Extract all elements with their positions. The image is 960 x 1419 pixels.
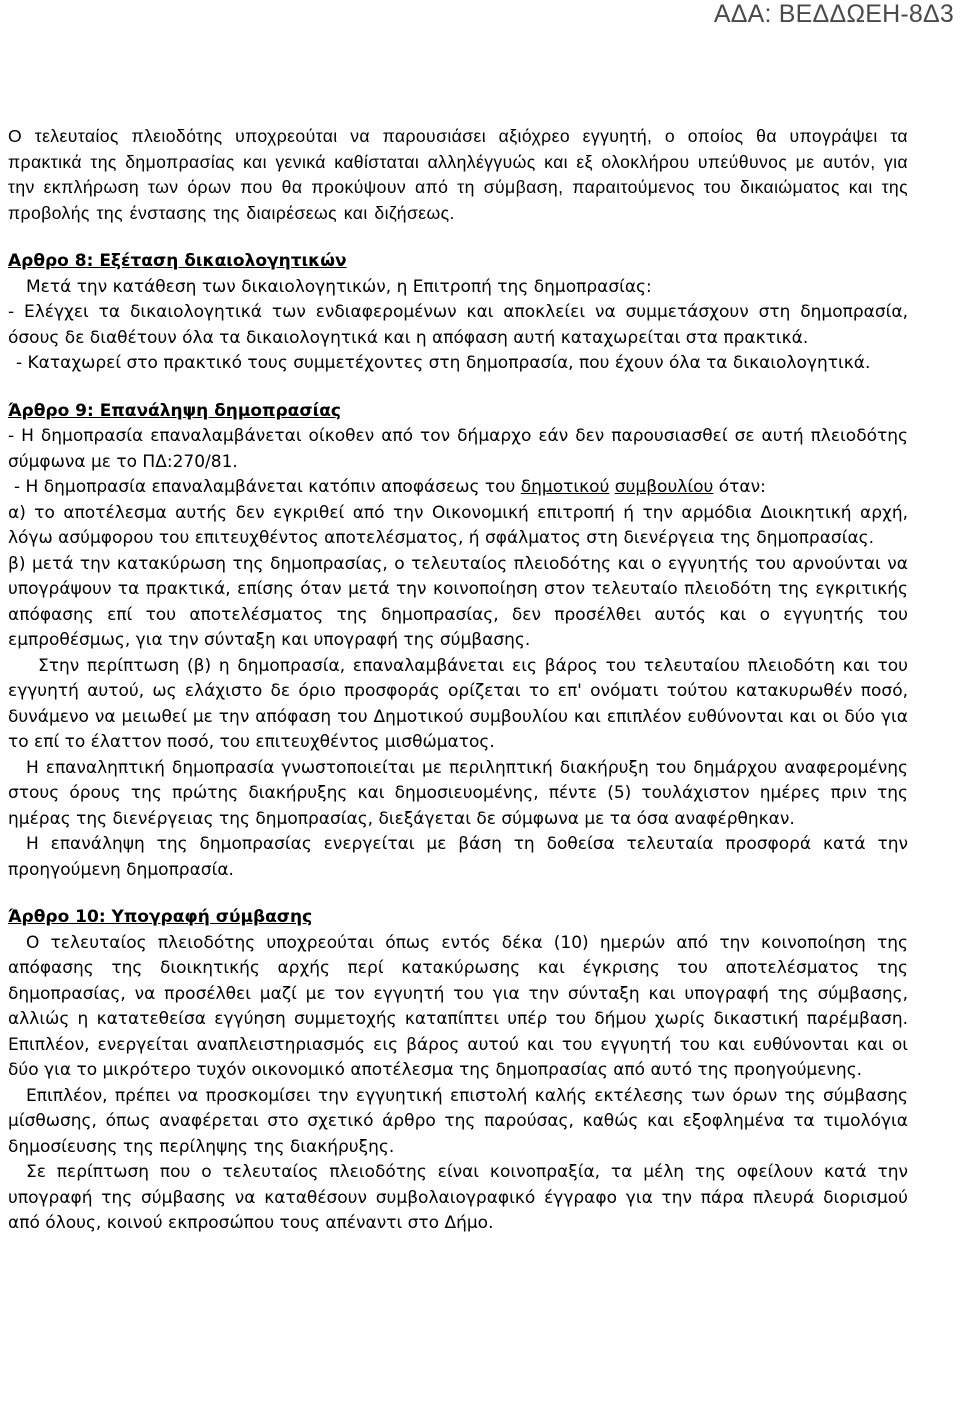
link-symvouliou: συμβουλίου: [614, 477, 714, 497]
article-8: [8, 249, 908, 377]
article-8-heading: Αρθρο 8: Εξέταση δικαιολογητικών: [8, 251, 347, 271]
article-8-item-2: - Καταχωρεί στο πρακτικό τους συμμετέχοντες στη δημοπρασία, που έχουν όλα τα δικαιολογητικά.: [16, 353, 871, 373]
article-9-para-7: Η επανάληψη της δημοπρασίας ενεργείται με βάση τη δοθείσα τελευταία προσφορά κατά την προηγούμενη δημοπρασία.: [8, 834, 908, 880]
article-9-item-a: α) το αποτέλεσμα αυτής δεν εγκριθεί από την Οικονομική επιτροπή ή την αρμόδια Διοικητική αρχή, λόγω ασύμφορου του επιτευχθέντος αποτελέσματος, ή σφάλματος στη διενέργεια της δημοπρασίας.: [8, 502, 908, 548]
article-10-para-3: Σε περίπτωση που ο τελευταίος πλειοδότης είναι κοινοπραξία, τα μέλη της οφείλουν κατά την υπογραφή της σύμβασης να καταθέσουν συμβολαιογραφικό έγγραφο για την πάρα πλευρά διορισμού από όλους, κοινού εκπροσώπου τους απέναντι στο Δήμο.: [8, 1162, 908, 1233]
link-dimotikou: δημοτικού: [520, 477, 610, 497]
article-10-heading: Άρθρο 10: Υπογραφή σύμβασης: [8, 907, 313, 927]
article-8-intro: Μετά την κατάθεση των δικαιολογητικών, η Επιτροπή της δημοπρασίας:: [26, 276, 652, 297]
article-9-para-1: - Η δημοπρασία επαναλαμβάνεται οίκοθεν από τον δήμαρχο εάν δεν παρουσιασθεί σε αυτή πλειοδότης σύμφωνα με το ΠΔ:270/81.: [8, 426, 908, 472]
article-9-para-6: Η επαναληπτική δημοπρασία γνωστοποιείται με περιληπτική διακήρυξη του δημάρχου αναφερομένης στους όρους της πρώτης διακήρυξης και δημοσιευομένης, πέντε (5) τουλάχιστον ημέρες πριν της ημέρας της διενέργειας της δημοπρασίας, διεξάγεται δε σύμφωνα με τα όσα αναφέρθηκαν.: [8, 757, 908, 829]
document-body: [8, 124, 908, 1237]
article-10-para-1: Ο τελευταίος πλειοδότης υποχρεούται όπως εντός δέκα (10) ημερών από την κοινοποίηση της απόφασης της διοικητικής αρχής περί κατακύρωσης και έγκρισης του αποτελέσματος της δημοπρασίας, να προσέλθει μαζί με τον εγγυητή του για την σύνταξη και υπογραφή της σύμβασης, αλλιώς η κατατεθείσα εγγύηση συμμετοχής καταπίπτει υπέρ του δήμου χωρίς δικαστική παρέμβαση. Επιπλέον, ενεργείται αναπλειστηριασμός εις βάρος αυτού και του εγγυητή του και ευθύνονται και οι δύο για το μικρότερο τυχόν οικονομικό αποτέλεσμα της δημοπρασίας από αυτό της προηγούμενης.: [8, 932, 908, 1080]
article-9-para-5: Στην περίπτωση (β) η δημοπρασία, επαναλαμβάνεται εις βάρος του τελευταίου πλειοδότη και του εγγυητή αυτού, ως ελάχιστο δε όριο προσφοράς ορίζεται το επ' ονόματι τούτου κατακυρωθέν ποσό, δυνάμενο να μειωθεί με την απόφαση του Δημοτικού συμβουλίου και επιπλέον ευθύνονται και οι δύο για το επί το έλαττον ποσό, του επιτευχθέντος μισθώματος.: [8, 655, 908, 752]
article-9: [8, 399, 908, 884]
article-9-heading: Άρθρο 9: Επανάληψη δημοπρασίας: [8, 400, 341, 421]
article-9-item-b: β) μετά την κατακύρωση της δημοπρασίας, ο τελευταίος πλειοδότης και ο εγγυητής του αρνούνται να υπογράψουν τα πρακτικά, επίσης όταν μετά την κοινοποίηση στον τελευταίο πλειοδότη της εγκριτικής απόφασης επί του αποτελέσματος της δημοπρασίας, δεν προσέλθει αυτός και ο εγγυητής του εμπροθέσμως, για την σύνταξη και υπογραφή της σύμβασης.: [8, 553, 908, 650]
article-9-para-2-end: όταν:: [713, 477, 766, 497]
article-9-para-2-start: - Η δημοπρασία επαναλαμβάνεται κατόπιν αποφάσεως του: [14, 477, 521, 497]
article-10: [8, 905, 908, 1237]
article-9-para-2: [8, 475, 908, 501]
article-8-item-1: - Ελέγχει τα δικαιολογητικά των ενδιαφερομένων και αποκλείει να συμμετάσχουν στη δημοπρασία, όσους δε διαθέτουν όλα τα δικαιολογητικά και η απόφαση αυτή καταχωρείται στα πρακτικά.: [8, 302, 908, 348]
article-10-para-2: Επιπλέον, πρέπει να προσκομίσει την εγγυητική επιστολή καλής εκτέλεσης των όρων της σύμβασης μίσθωσης, όπως αναφέρεται στο σχετικό άρθρο της παρούσας, καθώς και εξοφλημένα τα τιμολόγια δημοσίευσης της περίληψης της διακήρυξης.: [8, 1085, 908, 1157]
ada-code: ΑΔΑ: ΒΕΔΔΩΕΗ-8Δ3: [713, 0, 954, 28]
intro-paragraph: Ο τελευταίος πλειοδότης υποχρεούται να παρουσιάσει αξιόχρεο εγγυητή, ο οποίος θα υπογράψει τα πρακτικά της δημοπρασίας και γενικά καθίσταται αλληλέγγυώς και εξ ολοκλήρου υπεύθυνος με αυτόν, για την εκπλήρωση των όρων που θα προκύψουν από τη σύμβαση, παραιτούμενος του δικαιώματος και της προβολής της ένστασης της διαιρέσεως και διζήσεως.: [8, 126, 908, 223]
